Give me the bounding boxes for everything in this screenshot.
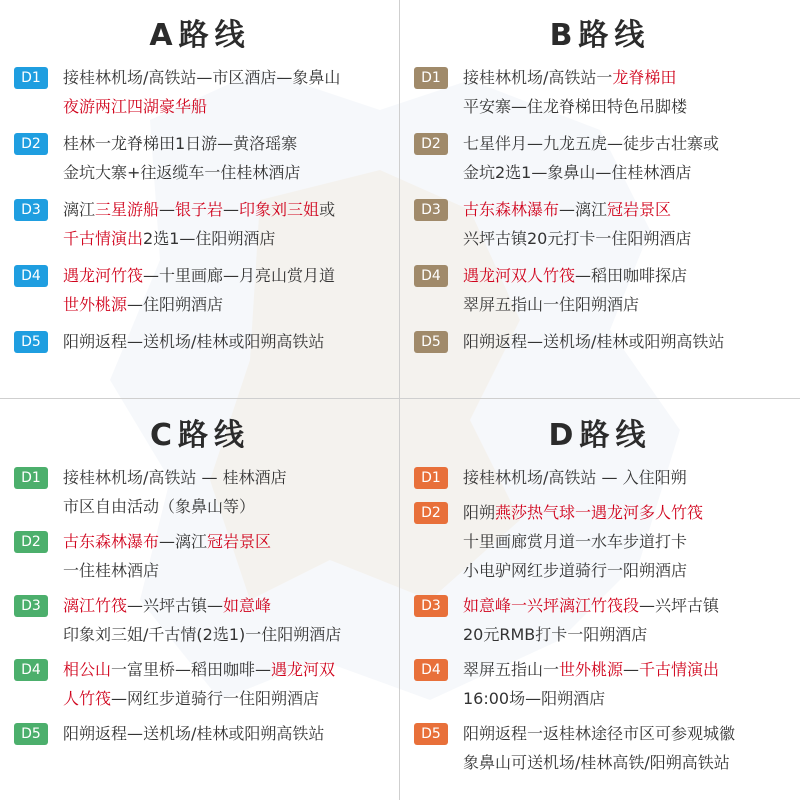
plain-text: 翠屏五指山一住阳朔酒店: [463, 295, 640, 314]
day-badge: D3: [414, 595, 448, 617]
highlight-text: 漓江竹筏: [63, 596, 128, 615]
day-item: [414, 655, 792, 713]
day-line: [463, 261, 792, 290]
route-d-days: [414, 463, 792, 783]
day-badge: D1: [414, 67, 448, 89]
plain-text: 七星伴月—九龙五虎—徒步古壮寨或: [463, 134, 720, 153]
day-item: [14, 129, 392, 187]
route-a-days: [14, 63, 392, 364]
day-line: [463, 527, 792, 556]
day-line: [63, 684, 392, 713]
plain-text: 接桂林机场/高铁站 — 桂林酒店: [63, 468, 287, 487]
day-line: [63, 290, 392, 319]
highlight-text: 世外桃源: [559, 660, 624, 679]
day-line: [463, 684, 792, 713]
day-line: [63, 224, 392, 253]
day-badge: D1: [414, 467, 448, 489]
plain-text: —: [223, 200, 240, 219]
day-item: [14, 261, 392, 319]
day-item: [414, 63, 792, 121]
route-a-panel: [0, 0, 400, 400]
route-b-days: [414, 63, 792, 364]
day-badge: D4: [414, 659, 448, 681]
plain-text: 阳朔返程—送机场/桂林或阳朔高铁站: [463, 332, 725, 351]
day-line: [463, 224, 792, 253]
day-line: [463, 498, 792, 527]
day-line: [63, 261, 392, 290]
day-item: [14, 527, 392, 585]
plain-text: 一住桂林酒店: [63, 561, 160, 580]
day-badge: D4: [14, 265, 48, 287]
day-line: [463, 158, 792, 187]
day-line: [63, 655, 392, 684]
day-item: [414, 195, 792, 253]
day-item: [14, 463, 392, 521]
plain-text: 2选1—住阳朔酒店: [143, 229, 276, 248]
plain-text: —: [159, 200, 176, 219]
day-line: [463, 591, 792, 620]
highlight-text: 古东森林瀑布: [63, 532, 160, 551]
plain-text: 平安寨—住龙脊梯田特色吊脚楼: [463, 97, 688, 116]
plain-text: —漓江: [159, 532, 208, 551]
route-c-title: C路线: [149, 418, 251, 453]
plain-text: —稻田咖啡探店: [575, 266, 688, 285]
day-line: [63, 195, 392, 224]
route-d-title: D路线: [548, 418, 652, 453]
plain-text: —住阳朔酒店: [127, 295, 224, 314]
day-line: [463, 620, 792, 649]
highlight-text: 三星游船: [95, 200, 160, 219]
highlight-text: 夜游两江四湖豪华船: [63, 97, 208, 116]
day-line: [463, 719, 792, 748]
day-line: [63, 129, 392, 158]
day-line: [463, 748, 792, 777]
highlight-text: 相公山: [63, 660, 112, 679]
day-item: [14, 655, 392, 713]
plain-text: —漓江: [559, 200, 608, 219]
plain-text: 阳朔返程—送机场/桂林或阳朔高铁站: [63, 332, 325, 351]
plain-text: —兴坪古镇—: [127, 596, 224, 615]
day-line: [63, 158, 392, 187]
day-line: [463, 195, 792, 224]
plain-text: 漓江: [63, 200, 96, 219]
day-badge: D5: [414, 331, 448, 353]
day-badge: D3: [14, 595, 48, 617]
route-b-title: B路线: [549, 18, 651, 53]
day-item: [14, 195, 392, 253]
day-line: [63, 556, 392, 585]
plain-text: 20元RMB打卡一阳朔酒店: [463, 625, 648, 644]
plain-text: 或: [319, 200, 336, 219]
plain-text: 金坑大寨+往返缆车一住桂林酒店: [63, 163, 301, 182]
day-line: [63, 492, 392, 521]
day-line: [63, 463, 392, 492]
route-c-days: [14, 463, 392, 754]
day-line: [63, 620, 392, 649]
highlight-text: 遇龙河双人竹筏: [463, 266, 576, 285]
plain-text: 一富里桥—稻田咖啡—: [111, 660, 272, 679]
day-item: [414, 261, 792, 319]
plain-text: —网红步道骑行一住阳朔酒店: [111, 689, 320, 708]
route-a-title: A路线: [149, 18, 251, 53]
plain-text: 阳朔返程—送机场/桂林或阳朔高铁站: [63, 724, 325, 743]
highlight-text: 千古情演出: [63, 229, 144, 248]
day-badge: D3: [414, 199, 448, 221]
plain-text: —: [623, 660, 640, 679]
day-line: [63, 63, 392, 92]
highlight-text: 冠岩景区: [607, 200, 672, 219]
plain-text: 16:00场—阳朔酒店: [463, 689, 606, 708]
day-badge: D1: [14, 467, 48, 489]
highlight-text: 遇龙河双: [271, 660, 336, 679]
highlight-text: 印象刘三姐: [239, 200, 320, 219]
day-badge: D2: [14, 531, 48, 553]
day-item: [14, 719, 392, 748]
day-item: [414, 591, 792, 649]
day-badge: D5: [14, 331, 48, 353]
plain-text: 十里画廊赏月道一水车步道打卡: [463, 532, 688, 551]
plain-text: 阳朔: [463, 503, 496, 522]
plain-text: 小电驴网红步道骑行一阳朔酒店: [463, 561, 688, 580]
day-line: [63, 719, 392, 748]
day-line: [463, 327, 792, 356]
plain-text: 象鼻山可送机场/桂林高铁/阳朔高铁站: [463, 753, 730, 772]
day-badge: D5: [14, 723, 48, 745]
day-line: [463, 92, 792, 121]
plain-text: 接桂林机场/高铁站—市区酒店—象鼻山: [63, 68, 341, 87]
highlight-text: 冠岩景区: [207, 532, 272, 551]
day-line: [463, 463, 792, 492]
day-item: [414, 463, 792, 492]
highlight-text: 古东森林瀑布: [463, 200, 560, 219]
route-d-panel: [400, 400, 800, 800]
day-line: [463, 655, 792, 684]
day-line: [463, 290, 792, 319]
highlight-text: 银子岩: [175, 200, 224, 219]
day-item: [414, 327, 792, 356]
highlight-text: 燕莎热气球一遇龙河多人竹筏: [495, 503, 704, 522]
day-line: [463, 63, 792, 92]
day-badge: D1: [14, 67, 48, 89]
plain-text: 接桂林机场/高铁站一: [463, 68, 613, 87]
day-line: [63, 591, 392, 620]
highlight-text: 如意峰一兴坪漓江竹筏段: [463, 596, 640, 615]
plain-text: —兴坪古镇: [639, 596, 720, 615]
day-item: [14, 63, 392, 121]
plain-text: 桂林一龙脊梯田1日游—黄洛瑶寨: [63, 134, 298, 153]
day-item: [14, 591, 392, 649]
day-item: [414, 719, 792, 777]
plain-text: 接桂林机场/高铁站 — 入住阳朔: [463, 468, 687, 487]
plain-text: 金坑2选1—象鼻山—住桂林酒店: [463, 163, 692, 182]
highlight-text: 如意峰: [223, 596, 272, 615]
day-badge: D3: [14, 199, 48, 221]
day-line: [63, 92, 392, 121]
plain-text: —十里画廊—月亮山赏月道: [143, 266, 336, 285]
day-line: [63, 527, 392, 556]
day-badge: D5: [414, 723, 448, 745]
plain-text: 翠屏五指山一: [463, 660, 560, 679]
day-badge: D4: [414, 265, 448, 287]
highlight-text: 人竹筏: [63, 689, 112, 708]
day-badge: D2: [414, 133, 448, 155]
day-badge: D2: [14, 133, 48, 155]
plain-text: 市区自由活动（象鼻山等）: [63, 497, 256, 516]
day-item: [14, 327, 392, 356]
day-line: [463, 556, 792, 585]
day-line: [463, 129, 792, 158]
highlight-text: 千古情演出: [639, 660, 720, 679]
highlight-text: 龙脊梯田: [612, 68, 677, 87]
route-c-panel: [0, 400, 400, 800]
plain-text: 兴坪古镇20元打卡一住阳朔酒店: [463, 229, 692, 248]
plain-text: 阳朔返程一返桂林途径市区可参观城徽: [463, 724, 736, 743]
day-line: [63, 327, 392, 356]
day-badge: D2: [414, 502, 448, 524]
highlight-text: 遇龙河竹筏: [63, 266, 144, 285]
plain-text: 印象刘三姐/千古情(2选1)一住阳朔酒店: [63, 625, 342, 644]
highlight-text: 世外桃源: [63, 295, 128, 314]
day-item: [414, 129, 792, 187]
day-badge: D4: [14, 659, 48, 681]
route-b-panel: [400, 0, 800, 400]
day-item: [414, 498, 792, 585]
